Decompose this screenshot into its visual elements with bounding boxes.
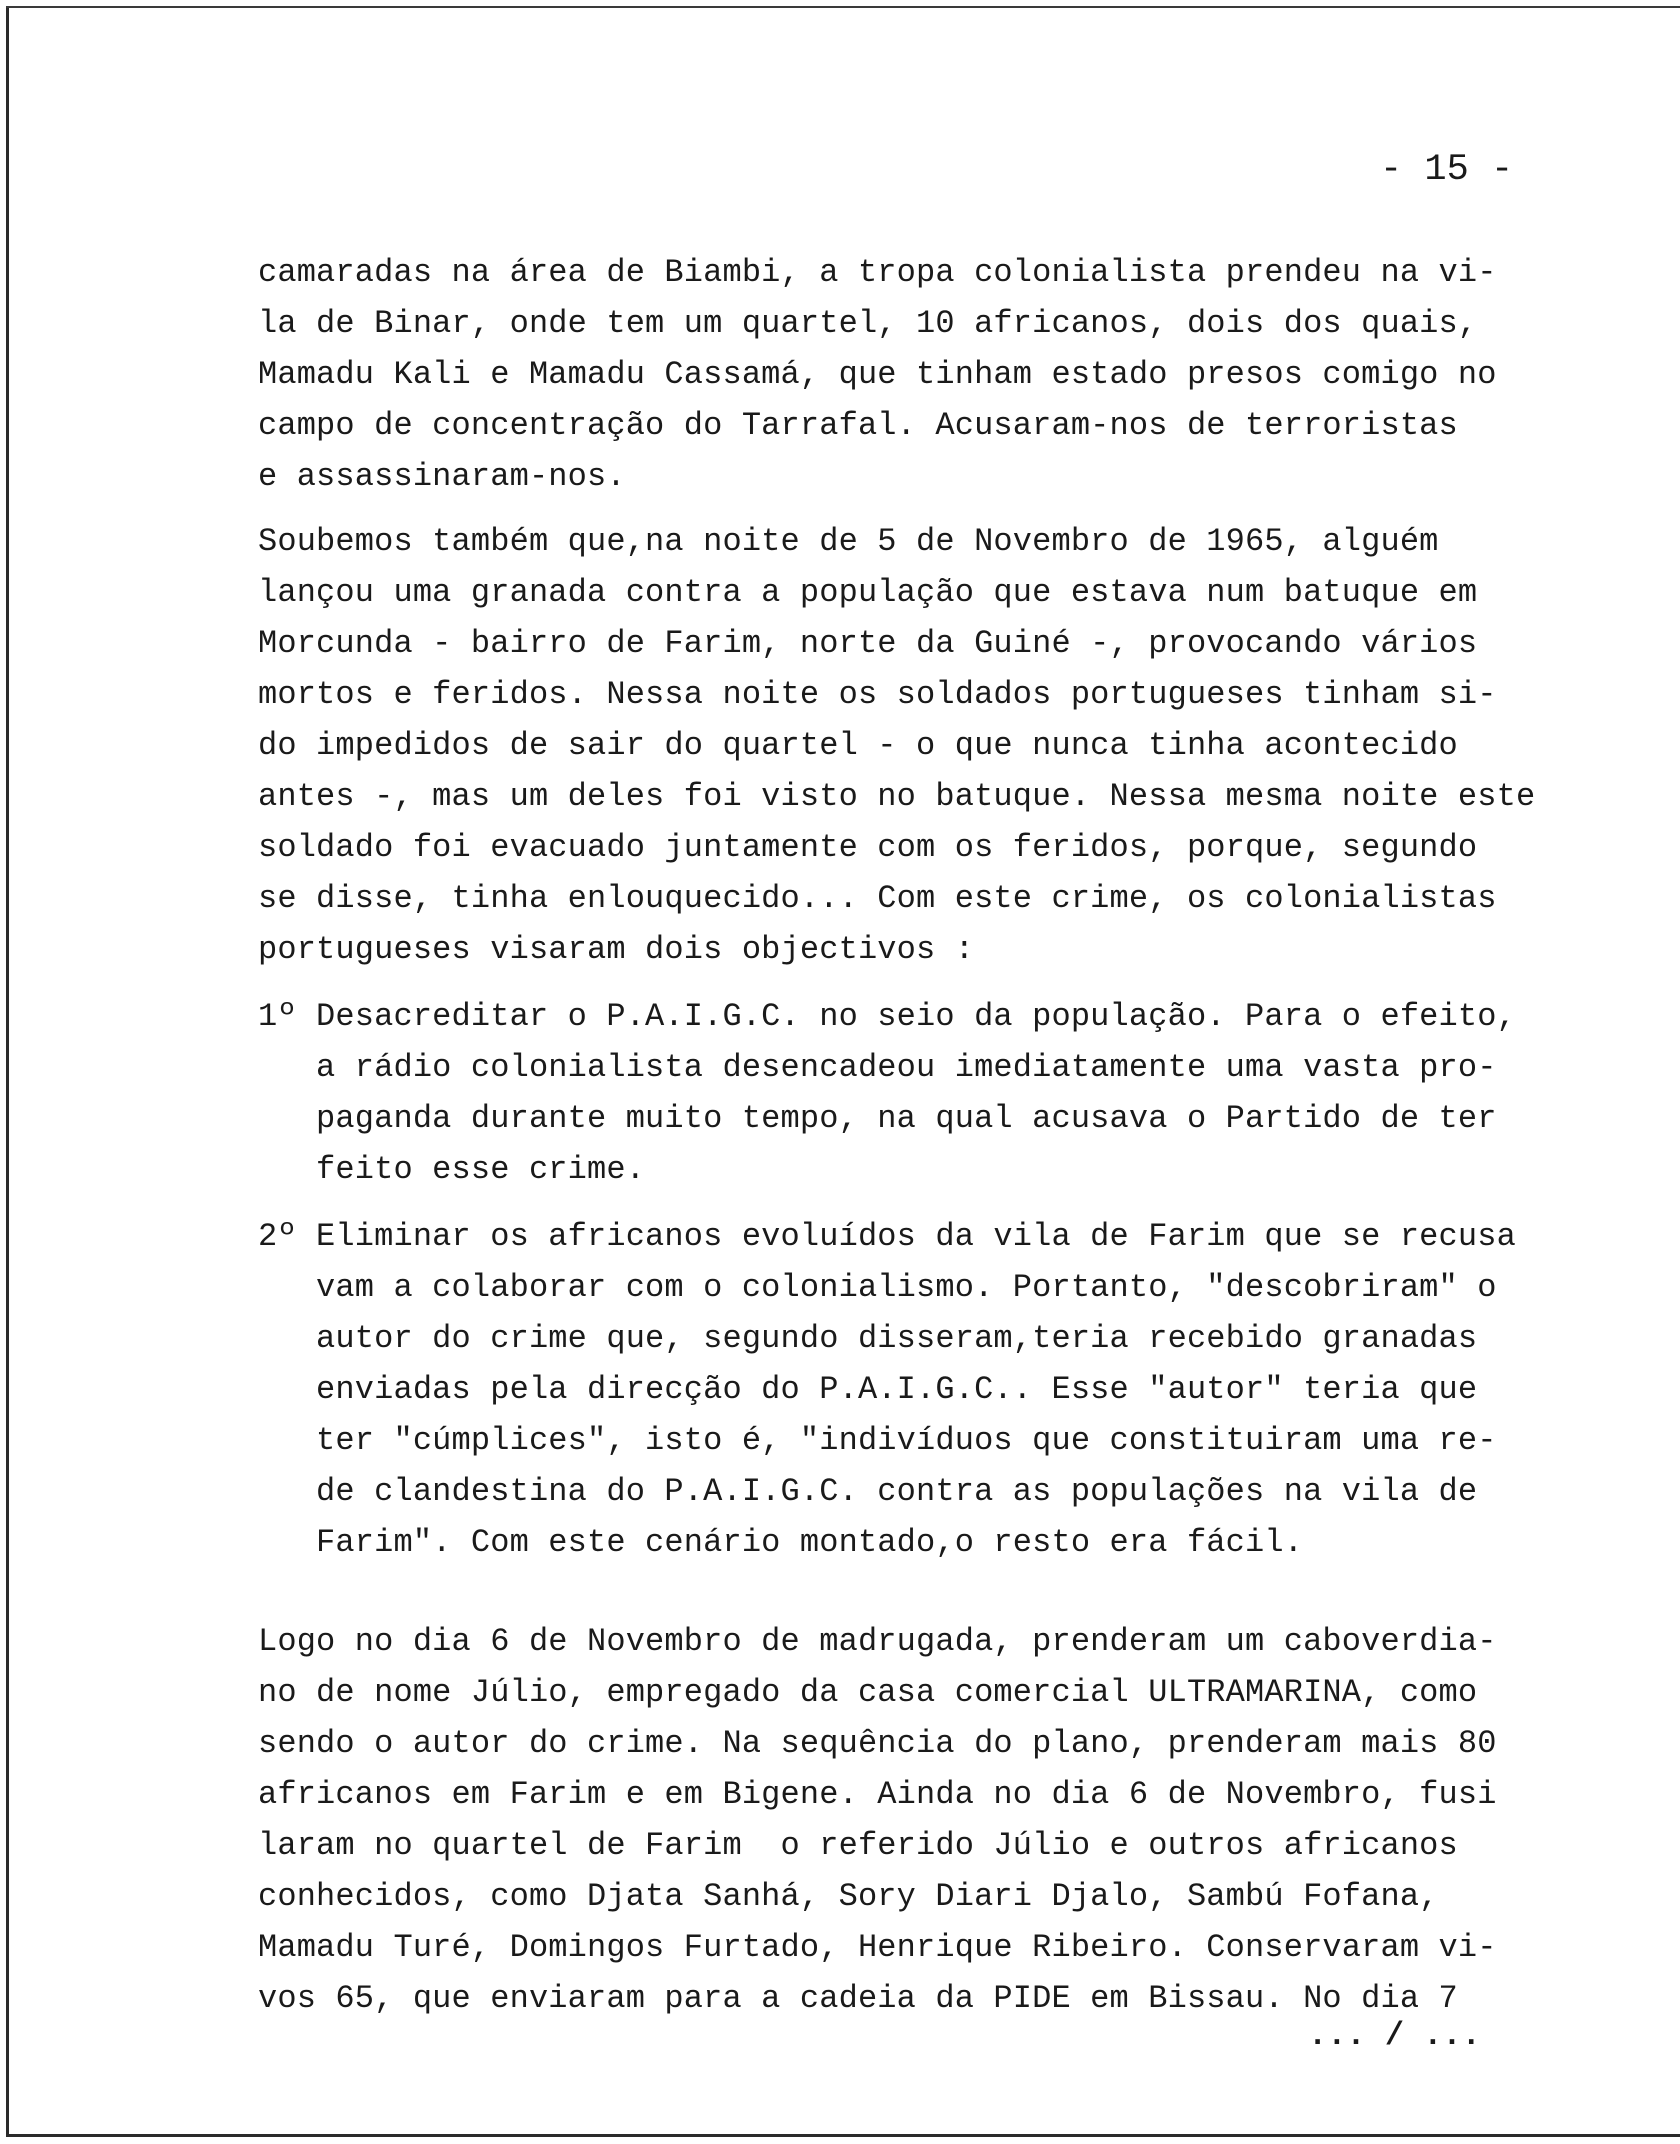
list-item-text-line: ter "cúmplices", isto é, "indivíduos que constituiram uma re- [258, 1422, 1497, 1459]
text-line: Mamadu Turé, Domingos Furtado, Henrique Ribeiro. Conservaram vi- [258, 1929, 1497, 1966]
text-line: antes -, mas um deles foi visto no batuque. Nessa mesma noite este [258, 778, 1536, 815]
text-line: Morcunda - bairro de Farim, norte da Guiné -, provocando vários [258, 625, 1478, 662]
list-item-text-line: Farim". Com este cenário montado,o resto era fácil. [258, 1524, 1304, 1561]
text-line: conhecidos, como Djata Sanhá, Sory Diari Djalo, Sambú Fofana, [258, 1878, 1439, 1915]
text-line: no de nome Júlio, empregado da casa comercial ULTRAMARINA, como [258, 1674, 1478, 1711]
text-line: vos 65, que enviaram para a cadeia da PIDE em Bissau. No dia 7 [258, 1980, 1458, 2017]
list-item-text-line: feito esse crime. [258, 1151, 646, 1188]
list-item-text-line: 1º Desacreditar o P.A.I.G.C. no seio da população. Para o efeito, [258, 998, 1516, 1035]
list-item-text-line: autor do crime que, segundo disseram,teria recebido granadas [258, 1320, 1478, 1357]
text-line: se disse, tinha enlouquecido... Com este crime, os colonialistas [258, 880, 1497, 917]
text-line: africanos em Farim e em Bigene. Ainda no dia 6 de Novembro, fusi [258, 1776, 1497, 1813]
page-border-left [6, 6, 9, 2134]
list-item-text-line: 2º Eliminar os africanos evoluídos da vila de Farim que se recusa [258, 1218, 1516, 1255]
list-item-text-line: enviadas pela direcção do P.A.I.G.C.. Esse "autor" teria que [258, 1371, 1478, 1408]
text-line: campo de concentração do Tarrafal. Acusaram-nos de terroristas [258, 407, 1458, 444]
text-line: camaradas na área de Biambi, a tropa colonialista prendeu na vi- [258, 254, 1497, 291]
list-item-text-line: a rádio colonialista desencadeou imediatamente uma vasta pro- [258, 1049, 1497, 1086]
text-line: Soubemos também que,na noite de 5 de Novembro de 1965, alguém [258, 523, 1439, 560]
continuation-mark: ... / ... [1308, 2017, 1481, 2054]
text-line: laram no quartel de Farim o referido Júlio e outros africanos [258, 1827, 1458, 1864]
page-border-top [6, 6, 1680, 8]
text-line: Mamadu Kali e Mamadu Cassamá, que tinham estado presos comigo no [258, 356, 1497, 393]
list-item-text-line: paganda durante muito tempo, na qual acusava o Partido de ter [258, 1100, 1497, 1137]
list-item-text-line: vam a colaborar com o colonialismo. Portanto, "descobriram" o [258, 1269, 1497, 1306]
list-item-text-line: de clandestina do P.A.I.G.C. contra as populações na vila de [258, 1473, 1478, 1510]
text-line: la de Binar, onde tem um quartel, 10 africanos, dois dos quais, [258, 305, 1478, 342]
text-line: portugueses visaram dois objectivos : [258, 931, 975, 968]
text-line: e assassinaram-nos. [258, 458, 626, 495]
text-line: lançou uma granada contra a população que estava num batuque em [258, 574, 1478, 611]
text-line: sendo o autor do crime. Na sequência do plano, prenderam mais 80 [258, 1725, 1497, 1762]
text-line: do impedidos de sair do quartel - o que nunca tinha acontecido [258, 727, 1458, 764]
page-border-bottom [6, 2134, 1680, 2137]
text-line: soldado foi evacuado juntamente com os feridos, porque, segundo [258, 829, 1478, 866]
text-line: Logo no dia 6 de Novembro de madrugada, prenderam um caboverdia- [258, 1623, 1497, 1660]
text-line: mortos e feridos. Nessa noite os soldados portugueses tinham si- [258, 676, 1497, 713]
page-number: - 15 - [1380, 149, 1514, 191]
